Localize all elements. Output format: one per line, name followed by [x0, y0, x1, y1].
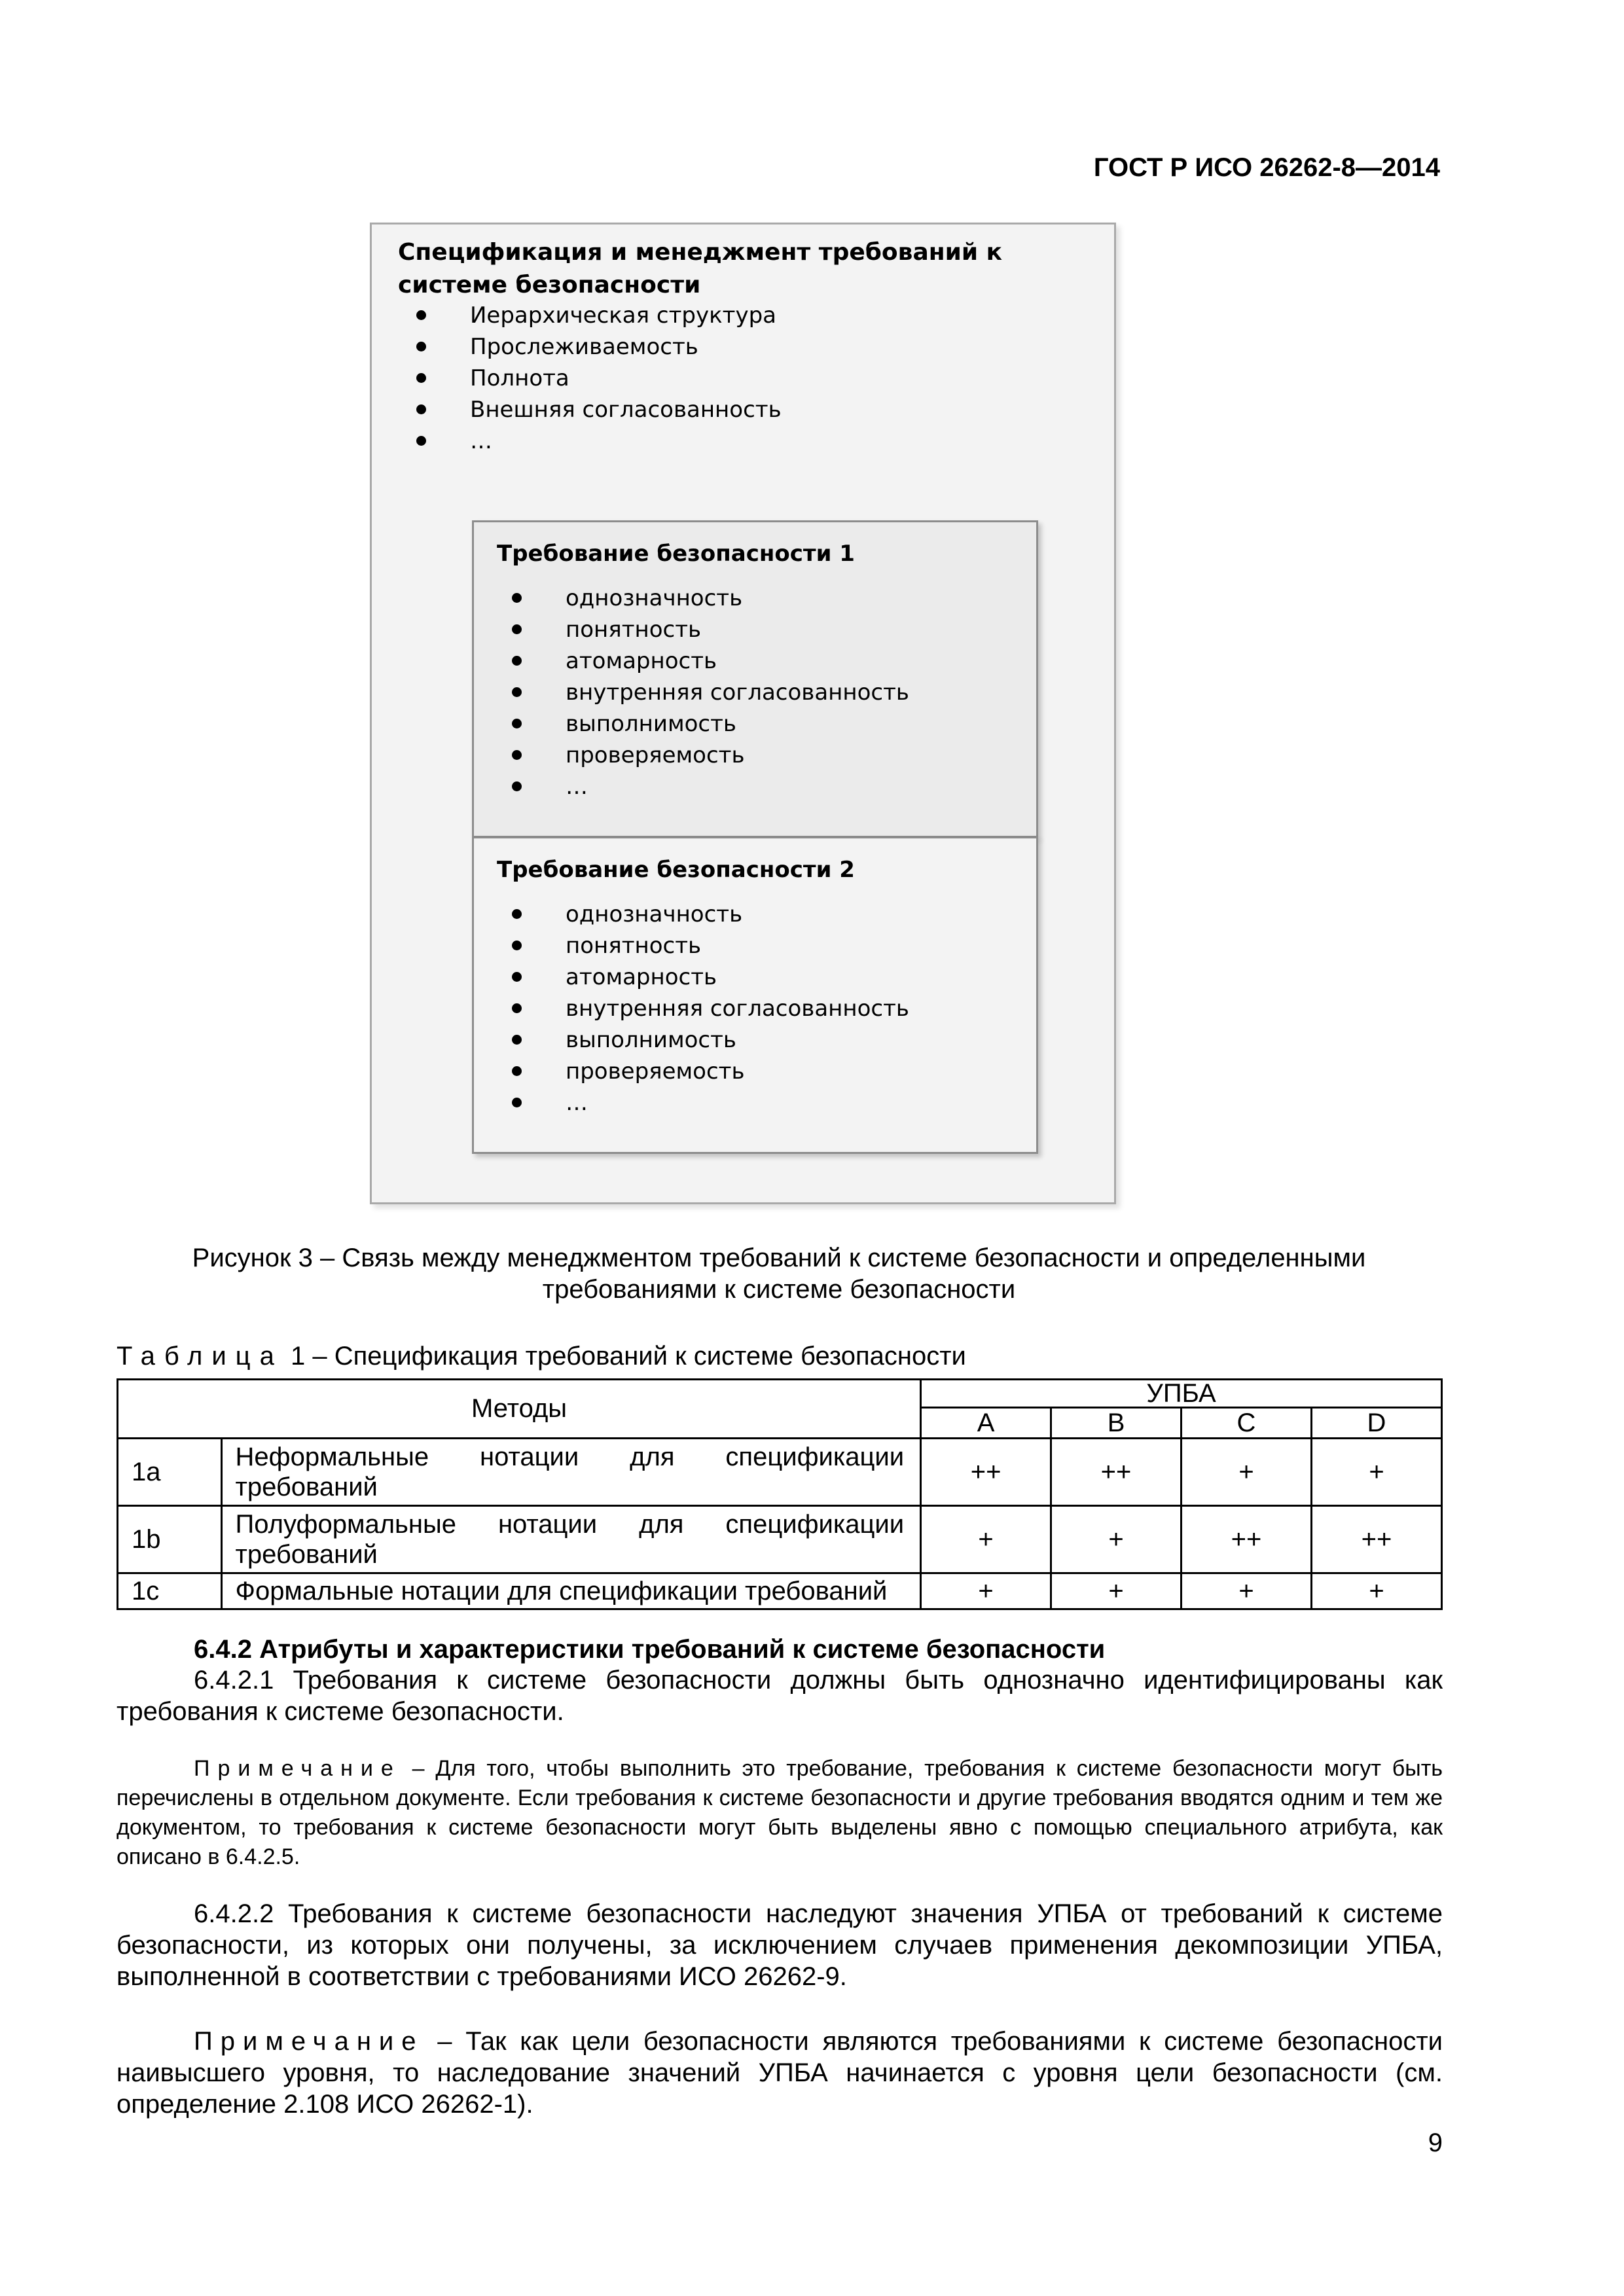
- bullet-icon: [512, 972, 522, 982]
- note-text: – Так как цели безопасности являются требованиями к системе безопасности наивысшего уровня, то наследование значений УПБА начинается с уровня цели безопасности (см. определение 2.108 ИСО 26262-1).: [117, 2027, 1443, 2119]
- method-description: Неформальные нотации для спецификации требований: [221, 1439, 921, 1506]
- method-description: Полуформальные нотации для спецификации требований: [221, 1506, 921, 1573]
- list-item: Прослеживаемость: [411, 331, 782, 363]
- list-item: …: [507, 1087, 909, 1119]
- list-item: атомарность: [507, 961, 909, 993]
- recommendation-value: ++: [1051, 1439, 1182, 1506]
- bullet-icon: [416, 342, 426, 351]
- recommendation-value: ++: [921, 1439, 1051, 1506]
- table-header-row: [118, 1380, 1442, 1408]
- recommendation-value: +: [921, 1506, 1051, 1573]
- list-item: однозначность: [507, 899, 909, 930]
- bullet-icon: [512, 1066, 522, 1076]
- bullet-icon: [416, 436, 426, 446]
- list-item: внутренняя согласованность: [507, 993, 909, 1024]
- list-item: понятность: [507, 930, 909, 961]
- safety-requirement-2-box: [472, 836, 1038, 1154]
- note-label: Примечание: [194, 1756, 401, 1781]
- list-item: внутренняя согласованность: [507, 677, 909, 708]
- list-item: понятность: [507, 614, 909, 645]
- clause-6-4-2-2: 6.4.2.2 Требования к системе безопасности наследуют значения УПБА от требований к системе безопасности, из которых они получены, за исключением случаев применения декомпозиции УПБА, выполненной в соответствии с требованиями ИСО 26262-9.: [117, 1899, 1443, 1991]
- recommendation-value: +: [1311, 1573, 1441, 1609]
- bullet-icon: [512, 1098, 522, 1107]
- method-id: 1b: [118, 1506, 222, 1573]
- bullet-icon: [512, 656, 522, 666]
- recommendation-value: +: [1182, 1573, 1312, 1609]
- figure-caption: Рисунок 3 – Связь между менеджментом требований к системе безопасности и определенными требованиями к системе безопасности: [192, 1244, 1366, 1304]
- bullet-icon: [512, 750, 522, 760]
- clause-6-4-2-1: 6.4.2.1 Требования к системе безопасности должны быть однозначно идентифицированы как требования к системе безопасности.: [117, 1666, 1443, 1726]
- figure-title: Спецификация и менеджмент требований к системе безопасности: [398, 239, 1003, 298]
- methods-header: Методы: [118, 1380, 921, 1439]
- recommendation-value: ++: [1182, 1506, 1312, 1573]
- level-header: D: [1311, 1408, 1441, 1439]
- level-header: B: [1051, 1408, 1182, 1439]
- bullet-icon: [512, 1035, 522, 1045]
- figure-3: [370, 223, 1116, 1204]
- recommendation-value: +: [1051, 1506, 1182, 1573]
- bullet-icon: [416, 310, 426, 320]
- level-header: C: [1182, 1408, 1312, 1439]
- bullet-icon: [512, 941, 522, 950]
- requirement-attribute-list: [507, 899, 909, 1119]
- table-row: [118, 1439, 1442, 1506]
- list-item: Полнота: [411, 363, 782, 394]
- requirement-title: Требование безопасности 2: [497, 857, 855, 883]
- note-text: – Для того, чтобы выполнить это требование, требования к системе безопасности могут быть перечислены в отдельном документе. Если требования к системе безопасности и другие требования вводятся одним и тем же документом, то требования к системе безопасности могут быть выделены явно с помощью специального атрибута, как описано в 6.4.2.5.: [117, 1756, 1443, 1869]
- document-id: ГОСТ Р ИСО 26262-8—2014: [1093, 153, 1440, 182]
- page-number: 9: [1428, 2128, 1443, 2157]
- list-item: выполнимость: [507, 1024, 909, 1056]
- safety-requirement-1-box: [472, 520, 1038, 838]
- list-item: проверяемость: [507, 1056, 909, 1087]
- bullet-icon: [512, 781, 522, 791]
- figure-attribute-list: [411, 300, 782, 457]
- requirements-table: [117, 1378, 1443, 1610]
- list-item: Иерархическая структура: [411, 300, 782, 331]
- list-item: проверяемость: [507, 740, 909, 771]
- requirement-title: Требование безопасности 1: [497, 541, 855, 567]
- bullet-icon: [512, 719, 522, 728]
- recommendation-value: +: [1051, 1573, 1182, 1609]
- list-item: выполнимость: [507, 708, 909, 740]
- bullet-icon: [416, 404, 426, 414]
- recommendation-value: +: [1182, 1439, 1312, 1506]
- level-header: A: [921, 1408, 1051, 1439]
- list-item: Внешняя согласованность: [411, 394, 782, 425]
- method-id: 1a: [118, 1439, 222, 1506]
- note-1: [117, 1754, 1443, 1872]
- requirement-attribute-list: [507, 583, 909, 802]
- table-label: Таблица: [117, 1342, 283, 1371]
- list-item: …: [411, 425, 782, 457]
- bullet-icon: [416, 373, 426, 383]
- method-description: Формальные нотации для спецификации требований: [221, 1573, 921, 1609]
- table-row: [118, 1573, 1442, 1609]
- note-label: Примечание: [194, 2027, 424, 2056]
- list-item: атомарность: [507, 645, 909, 677]
- table-row: [118, 1506, 1442, 1573]
- method-id: 1c: [118, 1573, 222, 1609]
- list-item: однозначность: [507, 583, 909, 614]
- bullet-icon: [512, 909, 522, 919]
- bullet-icon: [512, 593, 522, 603]
- bullet-icon: [512, 1003, 522, 1013]
- recommendation-value: ++: [1311, 1506, 1441, 1573]
- recommendation-value: +: [921, 1573, 1051, 1609]
- bullet-icon: [512, 624, 522, 634]
- table-title: [117, 1340, 1439, 1372]
- list-item: …: [507, 771, 909, 802]
- bullet-icon: [512, 687, 522, 697]
- recommendation-value: +: [1311, 1439, 1441, 1506]
- section-heading: 6.4.2 Атрибуты и характеристики требований к системе безопасности: [194, 1635, 1106, 1664]
- note-2: [117, 2026, 1443, 2120]
- upba-header: УПБА: [921, 1380, 1442, 1408]
- table-title-text: 1 – Спецификация требований к системе безопасности: [290, 1342, 966, 1371]
